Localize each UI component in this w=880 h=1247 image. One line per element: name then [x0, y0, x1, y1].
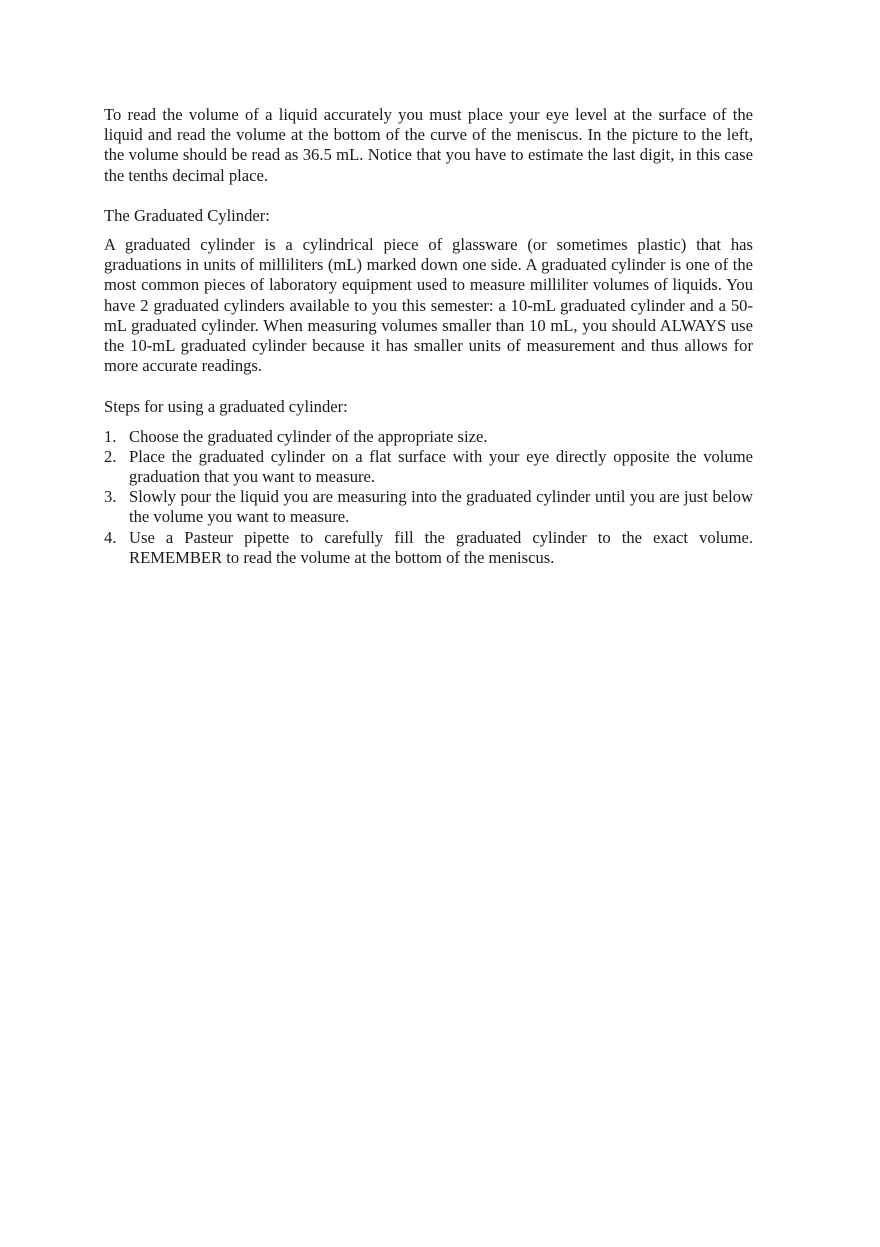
list-item [104, 447, 753, 487]
step-text: Use a Pasteur pipette to carefully fill the graduated cylinder to the exact volume. REMEMBER to read the volume at the bottom of the meniscus. [129, 527, 753, 567]
step-number: 4. [104, 527, 117, 547]
graduated-cylinder-paragraph: A graduated cylinder is a cylindrical piece of glassware (or sometimes plastic) that has graduations in units of milliliters (mL) marked down one side. A graduated cylinder is one of the most common pieces of laboratory equipment used to measure milliliter volumes of liquids. You have 2 graduated cylinders available to you this semester: a 10-mL graduated cylinder and a 50-mL graduated cylinder. When measuring volumes smaller than 10 mL, you should ALWAYS use the 10-mL graduated cylinder because it has smaller units of measurement and thus allows for more accurate readings. [104, 235, 753, 376]
step-text: Place the graduated cylinder on a flat surface with your eye directly opposite the volume graduation that you want to measure. [129, 446, 753, 487]
step-number: 1. [104, 426, 117, 446]
steps-list [104, 427, 753, 568]
graduated-cylinder-heading: The Graduated Cylinder: [104, 205, 270, 225]
intro-paragraph: To read the volume of a liquid accurately you must place your eye level at the surface of the liquid and read the volume at the bottom of the curve of the meniscus. In the picture to the left, the volume should be read as 36.5 mL. Notice that you have to estimate the last digit, in this case the tenths decimal place. [104, 105, 753, 185]
step-number: 3. [104, 487, 117, 507]
list-item [104, 528, 753, 568]
document-page [104, 105, 753, 568]
step-number: 2. [104, 446, 117, 466]
list-item [104, 427, 753, 447]
steps-heading: Steps for using a graduated cylinder: [104, 397, 348, 417]
step-text: Choose the graduated cylinder of the appropriate size. [129, 426, 488, 446]
step-text: Slowly pour the liquid you are measuring into the graduated cylinder until you are just below the volume you want to measure. [129, 487, 753, 527]
list-item [104, 487, 753, 527]
